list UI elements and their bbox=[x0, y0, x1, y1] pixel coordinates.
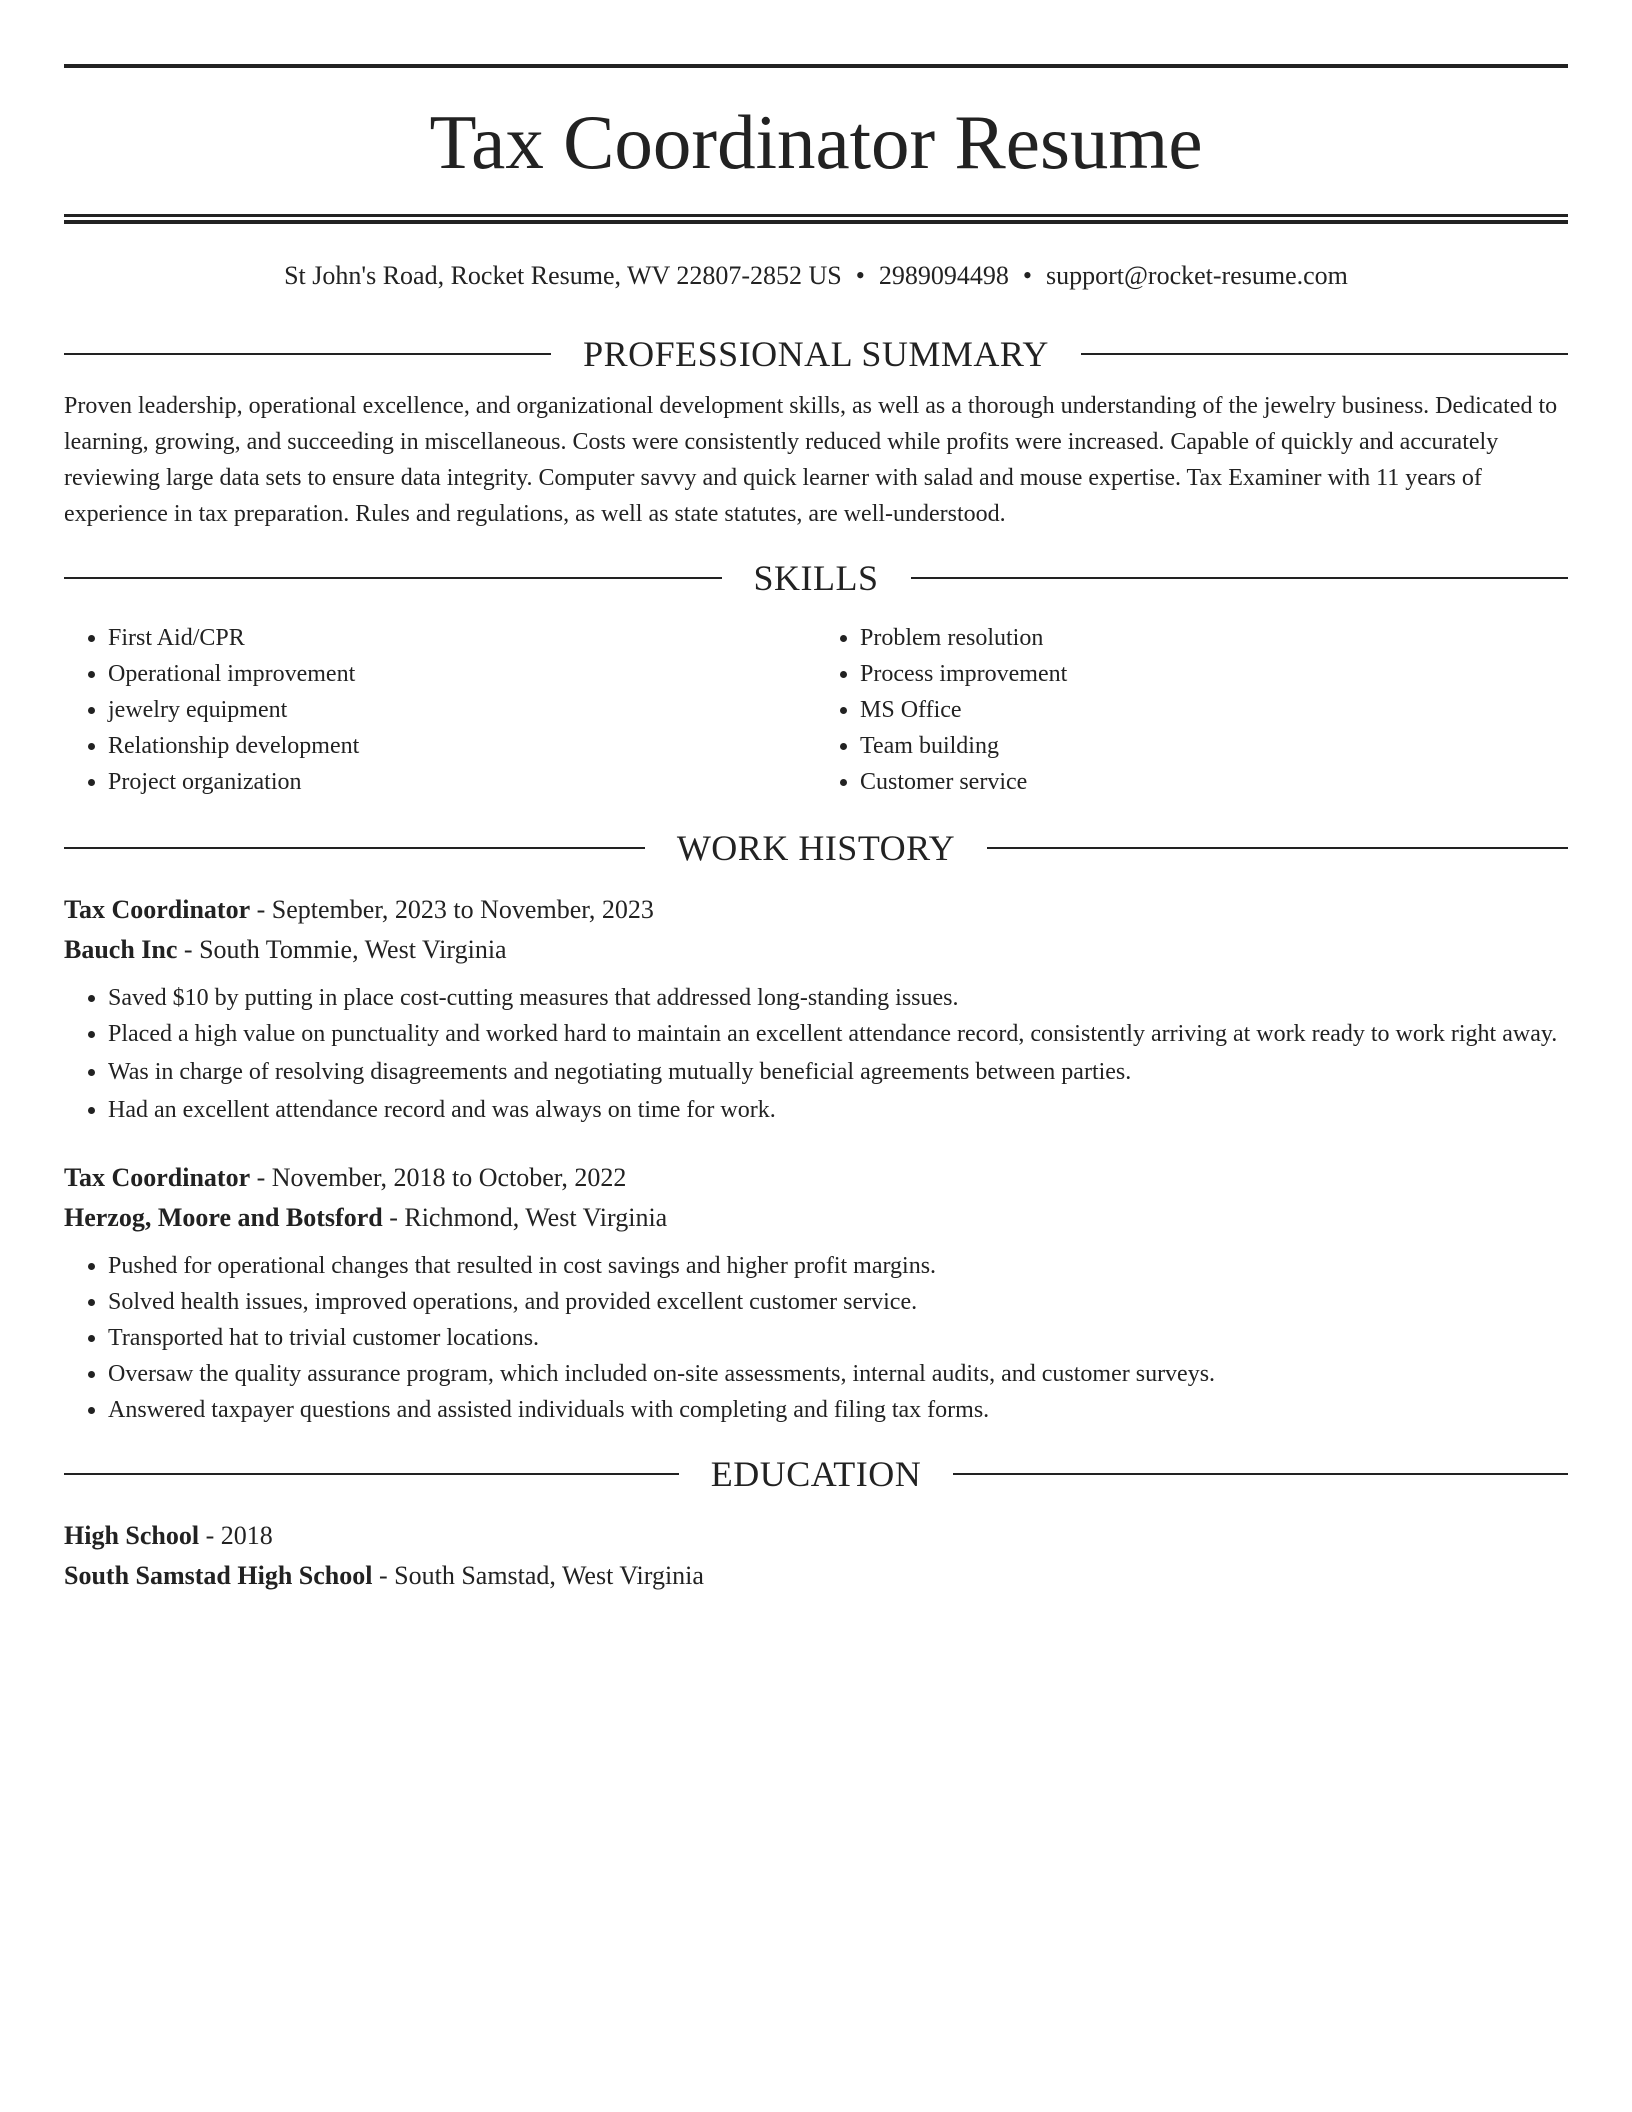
heading-rule-right bbox=[953, 1473, 1568, 1475]
summary-heading-label: PROFESSIONAL SUMMARY bbox=[583, 334, 1049, 374]
contact-email: support@rocket-resume.com bbox=[1045, 261, 1348, 290]
education-year: - 2018 bbox=[199, 1521, 273, 1550]
skill-item: • Team building bbox=[860, 728, 1568, 764]
heading-rule-left bbox=[64, 847, 645, 849]
job-title: Tax Coordinator bbox=[64, 895, 251, 924]
job-entry bbox=[64, 890, 1568, 1128]
skill-item: • MS Office bbox=[860, 692, 1568, 728]
job-title-line bbox=[64, 890, 1568, 930]
job-title-line bbox=[64, 1158, 1568, 1198]
job-dates: - September, 2023 to November, 2023 bbox=[250, 895, 654, 924]
job-bullet: • Placed a high value on punctuality and worked hard to maintain an excellent attendance record, consistently arriving at work ready to work right away. bbox=[108, 1016, 1568, 1052]
skills-heading bbox=[64, 558, 1568, 598]
resume-page bbox=[64, 64, 1568, 1596]
education-degree-line bbox=[64, 1516, 1568, 1556]
job-bullet: • Answered taxpayer questions and assisted individuals with completing and filing tax forms. bbox=[108, 1392, 1568, 1428]
resume-title: Tax Coordinator Resume bbox=[429, 99, 1203, 185]
education-heading-label: EDUCATION bbox=[710, 1454, 922, 1494]
education-school: South Samstad High School bbox=[64, 1561, 373, 1590]
job-title: Tax Coordinator bbox=[64, 1163, 251, 1192]
job-dates: - November, 2018 to October, 2022 bbox=[250, 1163, 627, 1192]
skill-item: • Problem resolution bbox=[860, 620, 1568, 656]
education-entry bbox=[64, 1516, 1568, 1596]
summary-text: Proven leadership, operational excellence, and organizational development skills, as well as a thorough understanding of the jewelry business. Dedicated to learning, growing, and succeeding in miscellaneous. Costs were consistently reduced while profits were increased. Capable of quickly and accurately reviewing large data sets to ensure data integrity. Computer savvy and quick learner with salad and mouse expertise. Tax Examiner with 11 years of experience in tax preparation. Rules and regulations, as well as state statutes, are well-understood. bbox=[64, 393, 1558, 527]
skill-item: • Operational improvement bbox=[108, 656, 816, 692]
skills-column-left bbox=[64, 620, 816, 800]
job-bullets bbox=[64, 980, 1568, 1128]
education-school-line bbox=[64, 1556, 1568, 1596]
contact-separator: • bbox=[1022, 261, 1032, 290]
job-bullet: • Pushed for operational changes that resulted in cost savings and higher profit margins. bbox=[108, 1248, 1568, 1284]
contact-address: St John's Road, Rocket Resume, WV 22807-2852 US bbox=[284, 261, 842, 290]
skills-heading-label: SKILLS bbox=[753, 558, 879, 598]
skill-item: • First Aid/CPR bbox=[108, 620, 816, 656]
heading-rule-right bbox=[987, 847, 1568, 849]
skill-item: • Project organization bbox=[108, 764, 816, 800]
title-double-rule bbox=[64, 214, 1568, 224]
heading-rule-left bbox=[64, 1473, 679, 1475]
skill-item: • Relationship development bbox=[108, 728, 816, 764]
job-bullet: • Had an excellent attendance record and was always on time for work. bbox=[108, 1092, 1568, 1128]
top-rule bbox=[64, 64, 1568, 68]
summary-heading bbox=[64, 334, 1568, 374]
job-company-line bbox=[64, 1198, 1568, 1238]
job-bullet: • Solved health issues, improved operations, and provided excellent customer service. bbox=[108, 1284, 1568, 1320]
job-company: Herzog, Moore and Botsford bbox=[64, 1203, 383, 1232]
contact-separator: • bbox=[855, 261, 865, 290]
job-bullet: • Saved $10 by putting in place cost-cutting measures that addressed long-standing issues. bbox=[108, 980, 1568, 1016]
education-degree: High School bbox=[64, 1521, 200, 1550]
job-company: Bauch Inc bbox=[64, 935, 178, 964]
job-entry bbox=[64, 1158, 1568, 1428]
heading-rule-left bbox=[64, 577, 722, 579]
education-location: - South Samstad, West Virginia bbox=[372, 1561, 704, 1590]
skill-item: • jewelry equipment bbox=[108, 692, 816, 728]
contact-line bbox=[64, 260, 1568, 292]
skills-column-right bbox=[816, 620, 1568, 800]
heading-rule-right bbox=[1081, 353, 1568, 355]
job-bullet: • Transported hat to trivial customer locations. bbox=[108, 1320, 1568, 1356]
education-heading bbox=[64, 1454, 1568, 1494]
work-heading bbox=[64, 828, 1568, 868]
skill-item: • Process improvement bbox=[860, 656, 1568, 692]
job-location: - South Tommie, West Virginia bbox=[177, 935, 507, 964]
heading-rule-right bbox=[911, 577, 1569, 579]
skills-list bbox=[64, 620, 1568, 800]
job-bullet: • Oversaw the quality assurance program, which included on-site assessments, internal audits, and customer surveys. bbox=[108, 1356, 1568, 1392]
job-bullet: • Was in charge of resolving disagreements and negotiating mutually beneficial agreements between parties. bbox=[108, 1054, 1568, 1090]
heading-rule-left bbox=[64, 353, 551, 355]
contact-phone: 2989094498 bbox=[878, 261, 1009, 290]
skill-item: • Customer service bbox=[860, 764, 1568, 800]
work-heading-label: WORK HISTORY bbox=[676, 828, 956, 868]
job-bullets bbox=[64, 1248, 1568, 1428]
job-company-line bbox=[64, 930, 1568, 970]
job-location: - Richmond, West Virginia bbox=[382, 1203, 668, 1232]
